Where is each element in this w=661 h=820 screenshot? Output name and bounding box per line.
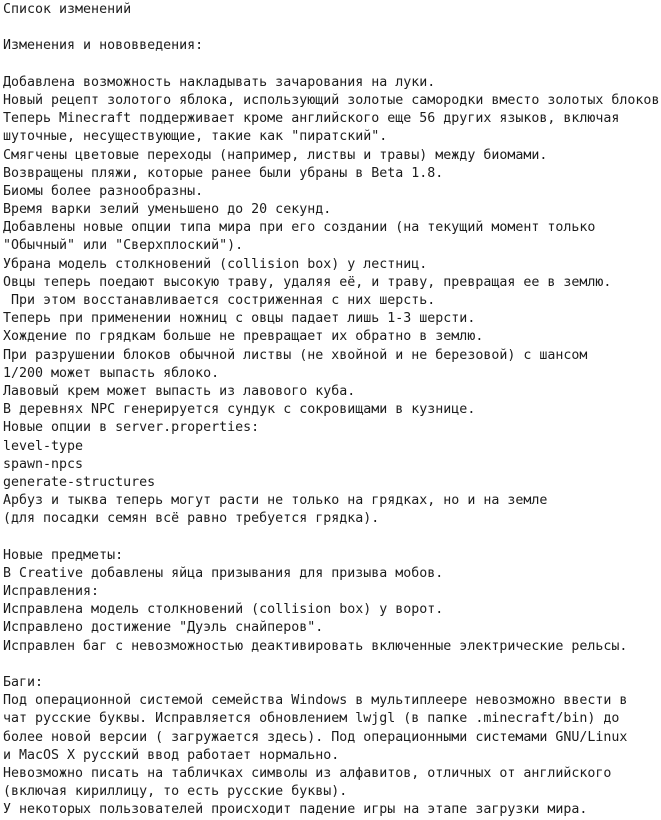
section-heading-bugs: Баги: [3, 674, 44, 690]
blank-line [3, 528, 661, 546]
text-line: "Обычный" или "Сверхплоский"). [3, 238, 244, 254]
text-line: Теперь при применении ножниц с овцы падает лишь 1-3 шерсти. [3, 311, 476, 327]
text-line: Овцы теперь поедают высокую траву, удаляя её, и траву, превращая ее в землю. [3, 274, 612, 290]
text-line: Невозможно писать на табличках символы из алфавитов, отличных от английского [3, 765, 612, 781]
text-line: Убрана модель столкновений (collision box) у лестниц. [3, 256, 428, 272]
text-line: Смягчены цветовые переходы (например, листвы и травы) между биомами. [3, 147, 548, 163]
text-line: Хождение по грядкам больше не превращает их обратно в землю. [3, 329, 484, 345]
text-line: шуточные, несуществующие, такие как "пиратский". [3, 129, 388, 145]
section-heading-new-items: Новые предметы: [3, 547, 124, 563]
text-line: чат русские буквы. Исправляется обновлением lwjgl (в папке .minecraft/bin) до [3, 711, 620, 727]
text-line: (для посадки семян всё равно требуется грядка). [3, 511, 380, 527]
text-line: Новый рецепт золотого яблока, использующий золотые самородки вместо золотых блоков [3, 92, 660, 108]
text-line: Исправлена модель столкновений (collision box) у ворот. [3, 602, 444, 618]
text-line: Добавлена возможность накладывать зачарования на луки. [3, 74, 436, 90]
text-line: Исправлено достижение "Дуэль снайперов". [3, 620, 324, 636]
text-line: Лавовый крем может выпасть из лавового куба. [3, 383, 356, 399]
section-heading-fixes: Исправления: [3, 584, 100, 599]
server-property-line: spawn-npcs [3, 456, 84, 472]
section-heading-changes: Изменения и нововведения: [3, 38, 204, 54]
text-line: В деревнях NPC генерируется сундук с сокровищами в кузнице. [3, 402, 476, 418]
server-property-line: level-type [3, 438, 84, 454]
text-line: У некоторых пользователей происходит падение игры на этапе загрузки мира. [3, 802, 588, 818]
text-line: Под операционной системой семейства Windows в мультиплеере невозможно ввести в [3, 693, 628, 709]
blank-line [3, 656, 661, 674]
text-line: Исправлен баг с невозможностью деактивировать включенные электрические рельсы. [3, 638, 628, 654]
text-line: Теперь Minecraft поддерживает кроме английского еще 56 других языков, включая [3, 111, 620, 127]
server-property-line: generate-structures [3, 474, 156, 490]
text-line: Биомы более разнообразны. [3, 183, 204, 199]
document-title: Список изменений [3, 2, 132, 17]
text-line: 1/200 может выпасть яблоко. [3, 365, 220, 381]
text-line: Время варки зелий уменьшено до 20 секунд. [3, 202, 332, 218]
text-line: и MacOS X русский ввод работает нормально. [3, 747, 340, 763]
text-line: Возвращены пляжи, которые ранее были убраны в Beta 1.8. [3, 165, 444, 181]
text-line: более новой версии ( загружается здесь). Под операционными системами GNU/Linux [3, 729, 628, 745]
blank-line [3, 56, 661, 74]
text-line: Новые опции в server.properties: [3, 420, 260, 436]
blank-line [3, 19, 661, 37]
text-line: При этом восстанавливается состриженная с них шерсть. [3, 293, 436, 308]
text-line: Добавлены новые опции типа мира при его создании (на текущий момент только [3, 220, 596, 236]
text-line: Арбуз и тыква теперь могут расти не только на грядках, но и на земле [3, 493, 548, 509]
text-line: При разрушении блоков обычной листвы (не хвойной и не березовой) с шансом [3, 347, 588, 363]
text-line: В Creative добавлены яйца призывания для призыва мобов. [3, 565, 444, 581]
text-line: (включая кириллицу, то есть русские буквы). [3, 784, 348, 800]
